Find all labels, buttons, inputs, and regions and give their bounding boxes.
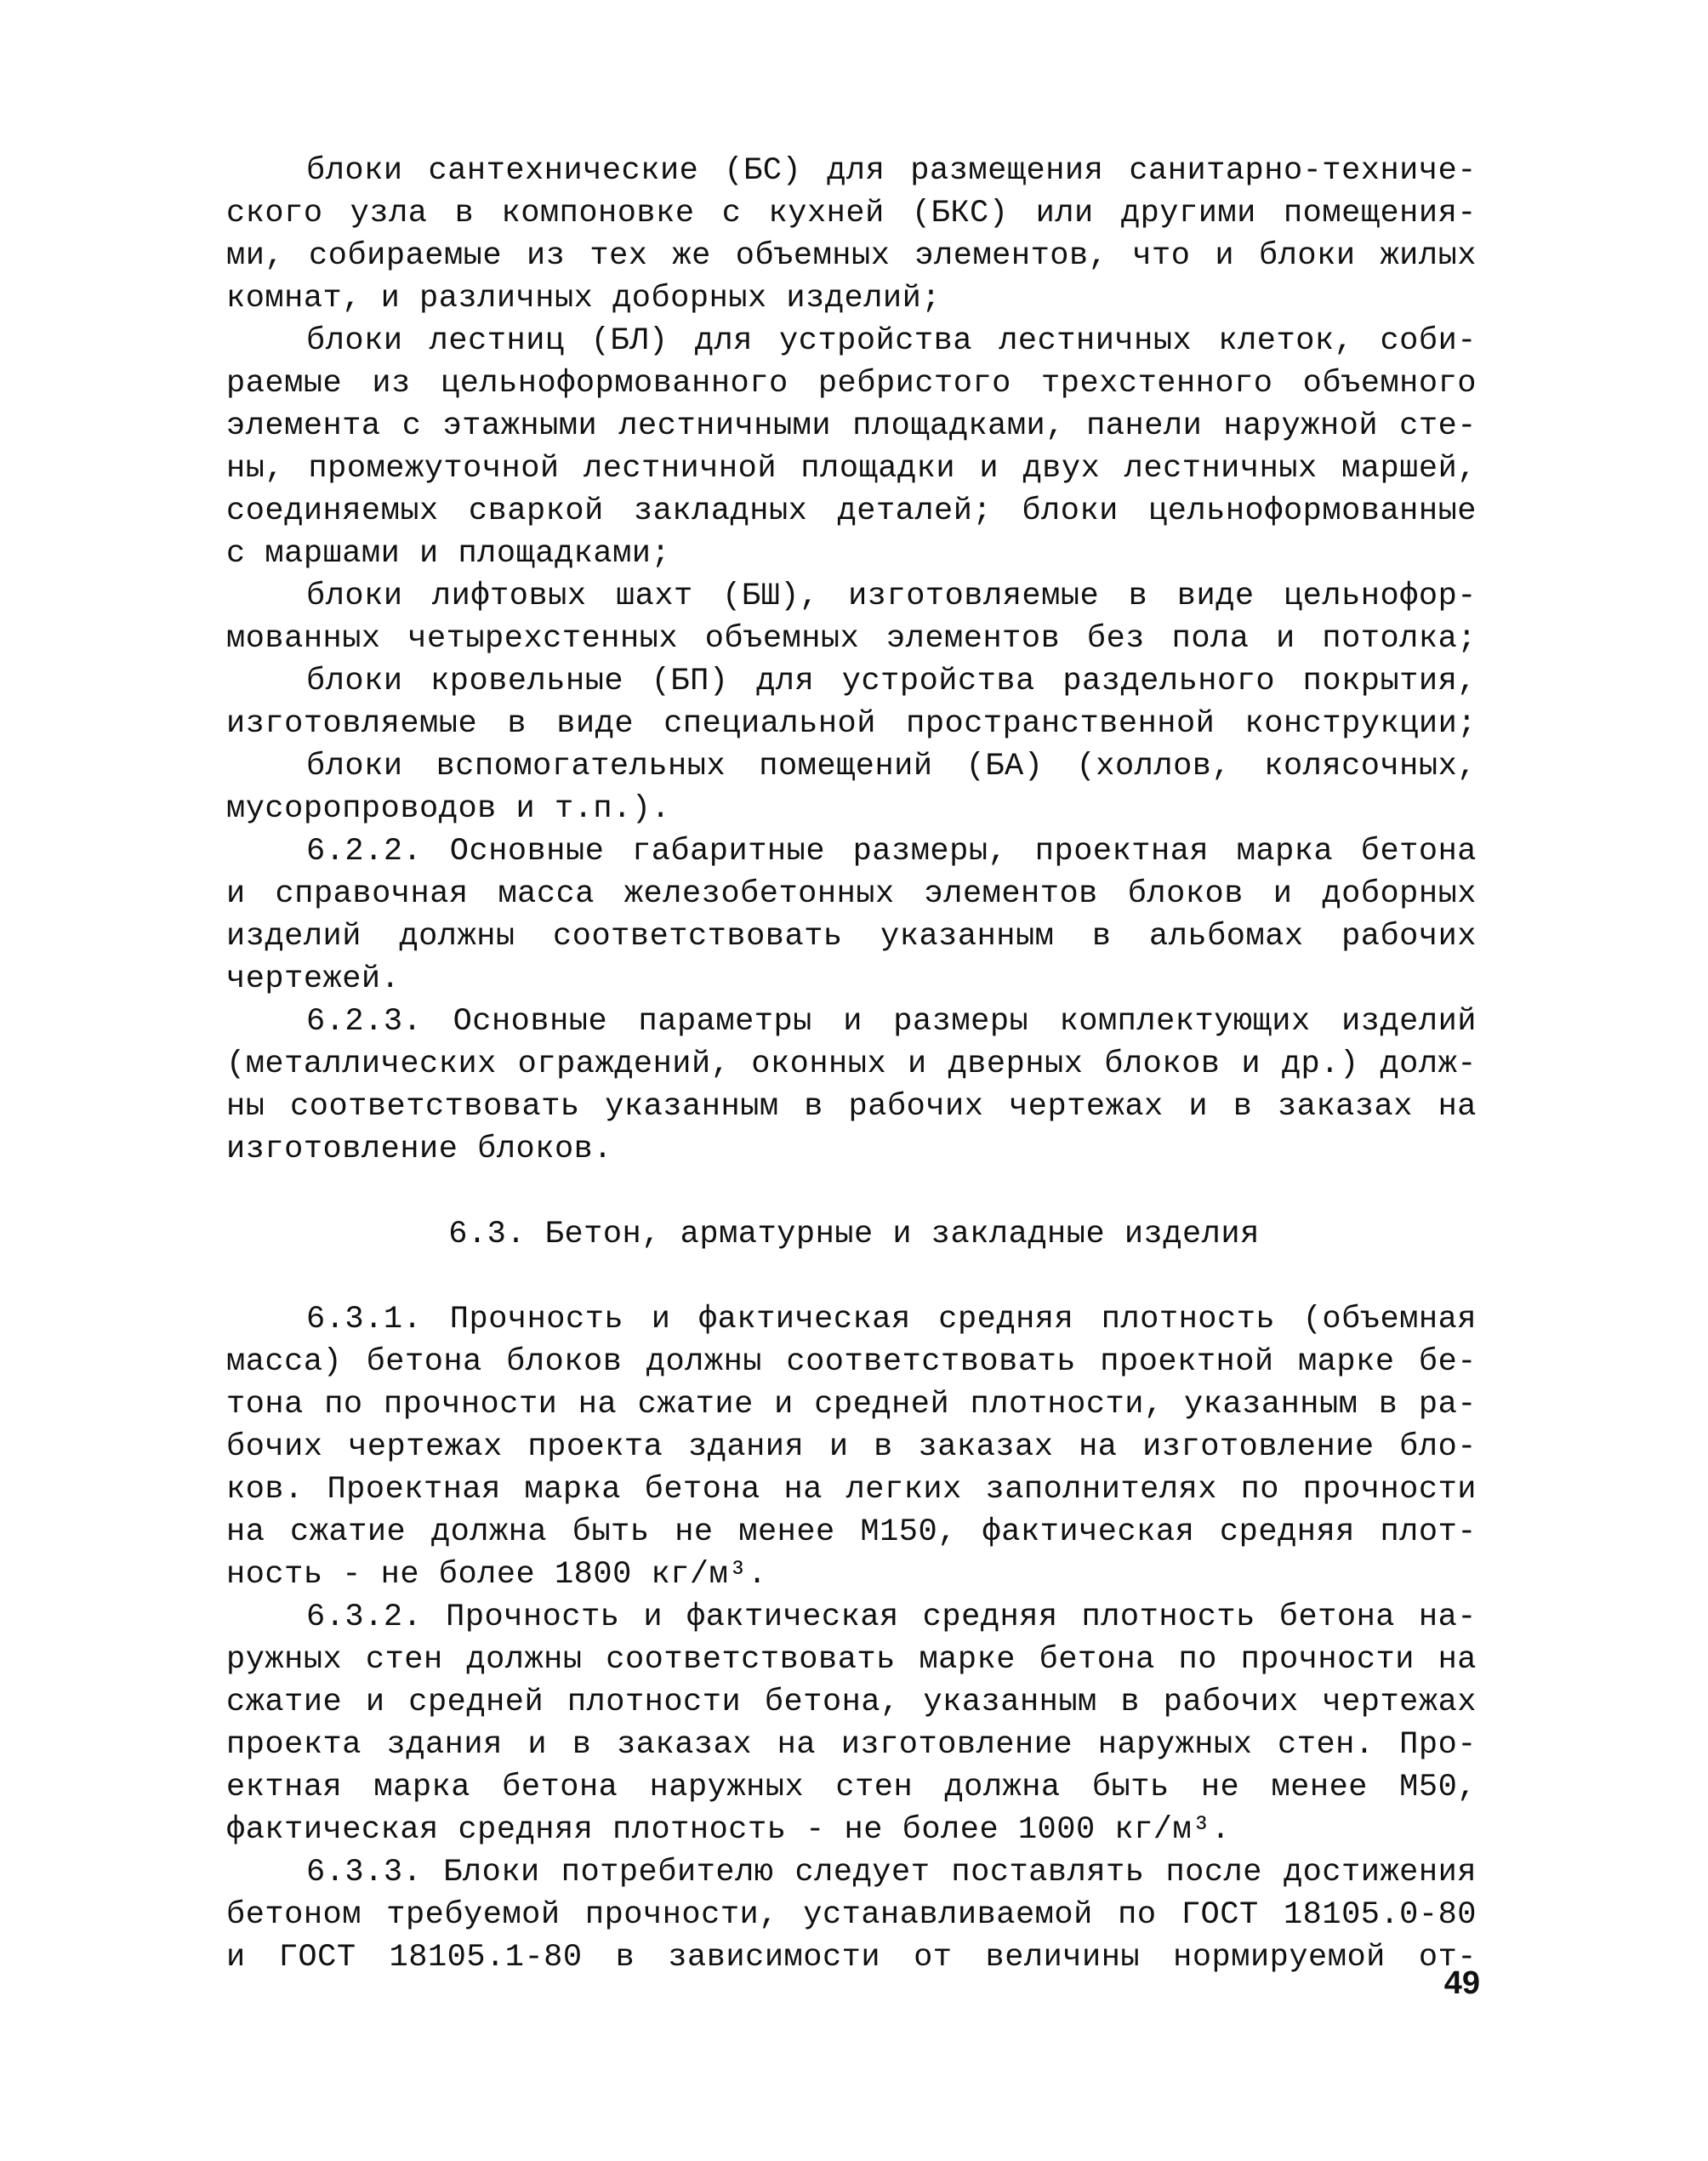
text-line: блоки лестниц (БЛ) для устройства лестничных клеток, соби- [306, 323, 1477, 359]
text-line: 6.3.3. Блоки потребителю следует поставлять после достижения [306, 1855, 1477, 1890]
text-line: мусоропроводов и т.п.). [226, 791, 671, 827]
text-line: блоки лифтовых шахт (БШ), изготовляемые в виде цельнофор- [306, 579, 1477, 614]
text-line: мованных четырехстенных объемных элементов без пола и потолка; [226, 621, 1477, 657]
text-line: 6.2.3. Основные параметры и размеры комплектующих изделий [306, 1004, 1477, 1040]
text-line: с маршами и площадками; [226, 536, 671, 572]
page-number: 49 [1443, 1965, 1480, 2001]
text-line: бетоном требуемой прочности, устанавливаемой по ГОСТ 18105.0-80 [226, 1897, 1477, 1933]
text-line: ми, собираемые из тех же объемных элементов, что и блоки жилых [226, 238, 1477, 274]
text-line: ны, промежуточной лестничной площадки и двух лестничных маршей, [226, 451, 1477, 487]
text-line: изготовляемые в виде специальной пространственной конструкции; [226, 706, 1477, 742]
text-line: чертежей. [226, 961, 401, 997]
text-line: и справочная масса железобетонных элементов блоков и доборных [226, 876, 1477, 912]
text-line: 6.3.1. Прочность и фактическая средняя плотность (объемная [306, 1302, 1477, 1337]
text-line: изготовление блоков. [226, 1132, 613, 1167]
text-line: 6.2.2. Основные габаритные размеры, проектная марка бетона [306, 834, 1477, 870]
text-line: раемые из цельноформованного ребристого трехстенного объемного [226, 366, 1477, 402]
text-line: ков. Проектная марка бетона на легких заполнителях по прочности [226, 1472, 1477, 1508]
text-line: тона по прочности на сжатие и средней плотности, указанным в ра- [226, 1387, 1477, 1423]
body-text-lower [226, 1298, 1477, 1979]
text-line: блоки сантехнические (БС) для размещения санитарно-техниче- [306, 153, 1477, 189]
text-line: изделий должны соответствовать указанным в альбомах рабочих [226, 919, 1477, 955]
section-heading: 6.3. Бетон, арматурные и закладные изделия [448, 1217, 1260, 1252]
text-line: (металлических ограждений, оконных и дверных блоков и др.) долж- [226, 1046, 1477, 1082]
text-line: ского узла в компоновке с кухней (БКС) или другими помещения- [226, 196, 1477, 231]
text-line: ны соответствовать указанным в рабочих чертежах и в заказах на [226, 1089, 1477, 1125]
text-line: проекта здания и в заказах на изготовление наружных стен. Про- [226, 1727, 1477, 1763]
text-line: блоки вспомогательных помещений (БА) (холлов, колясочных, [306, 749, 1477, 784]
text-line: 6.3.2. Прочность и фактическая средняя плотность бетона на- [306, 1599, 1477, 1635]
text-line: ружных стен должны соответствовать марке бетона по прочности на [226, 1642, 1477, 1678]
text-line: ектная марка бетона наружных стен должна быть не менее М50, [226, 1770, 1477, 1805]
text-line: соединяемых сваркой закладных деталей; блоки цельноформованные [226, 493, 1477, 529]
text-line: ность - не более 1800 кг/м³. [226, 1557, 767, 1593]
text-line: и ГОСТ 18105.1-80 в зависимости от величины нормируемой от- [226, 1940, 1477, 1976]
text-line: на сжатие должна быть не менее М150, фактическая средняя плот- [226, 1514, 1477, 1550]
text-line: блоки кровельные (БП) для устройства раздельного покрытия, [306, 664, 1477, 699]
text-line: масса) бетона блоков должны соответствовать проектной марке бе- [226, 1344, 1477, 1380]
text-line: сжатие и средней плотности бетона, указанным в рабочих чертежах [226, 1685, 1477, 1720]
text-line: фактическая средняя плотность - не более 1000 кг/м³. [226, 1812, 1231, 1848]
text-line: бочих чертежах проекта здания и в заказах на изготовление бло- [226, 1429, 1477, 1465]
text-line: комнат, и различных доборных изделий; [226, 281, 942, 316]
body-text-upper [226, 150, 1477, 1171]
text-line: элемента с этажными лестничными площадками, панели наружной сте- [226, 408, 1477, 444]
